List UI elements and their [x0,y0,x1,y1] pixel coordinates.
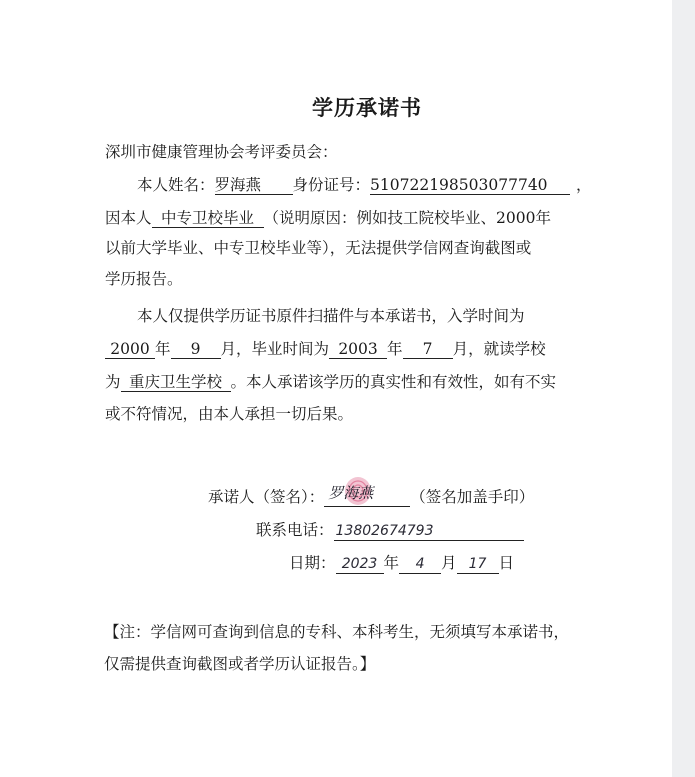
reason-line [105,206,551,228]
name-id-line [137,173,592,195]
salutation: 深圳市健康管理协会考评委员会： [105,143,338,161]
phone-line [256,518,524,541]
enroll-year-field: 2000 [105,340,155,359]
reason-note-2: 以前大学毕业、中专卫校毕业等），无法提供学信网查询截图或 [105,239,532,257]
comma: ， [576,176,592,194]
date-label: 日期： [289,554,336,572]
name-field: 罗海燕 [215,176,293,195]
grad-year-field: 2003 [329,340,387,359]
phone-label: 联系电话： [256,521,334,539]
signature-handwriting: 罗海燕 [328,484,374,502]
reason-label: 因本人 [105,209,152,227]
p2-line4: 或不符情况，由本人承担一切后果。 [105,405,354,423]
note-line-2: 仅需提供查询截图或者学历认证报告。】 [104,655,376,673]
p2-line1: 本人仅提供学历证书原件扫描件与本承诺书，入学时间为 [137,307,525,325]
phone-field: 13802674793 [334,522,524,541]
p2-line3: 为 重庆卫生学校 。本人承诺该学历的真实性和有效性，如有不实 [105,373,557,391]
reason-note-3: 学历报告。 [105,270,183,288]
id-number-field: 510722198503077740 [370,176,570,195]
p2-line2: 2000 年 9 月，毕业时间为 2003 年 7 月，就读学校 [105,337,546,359]
id-label: 身份证号： [292,176,371,194]
reason-field: 中专卫校毕业 [152,209,264,228]
grad-month-field: 7 [403,340,453,359]
scrollbar-track[interactable] [672,0,695,777]
reason-note-1: （说明原因：例如技工院校毕业、2000年 [263,209,551,227]
signature-label: 承诺人（签名）： [208,488,325,506]
note-line-1: 【注：学信网可查询到信息的专科、本科考生，无须填写本承诺书， [104,623,570,641]
signature-line [208,484,534,507]
date-line: 日期： 2023 年 4 月 17 日 [289,554,515,572]
school-field: 重庆卫生学校 [121,373,231,392]
enroll-month-field: 9 [171,340,221,359]
grad-label: ，毕业时间为 [236,340,330,358]
date-day-field: 17 [457,555,499,574]
date-month-field: 4 [399,555,441,574]
name-label: 本人姓名： [137,176,215,194]
document-title: 学历承诺书 [312,96,422,120]
date-year-field: 2023 [336,555,384,574]
signature-note: （签名加盖手印） [410,488,535,506]
signature-field [324,484,410,507]
